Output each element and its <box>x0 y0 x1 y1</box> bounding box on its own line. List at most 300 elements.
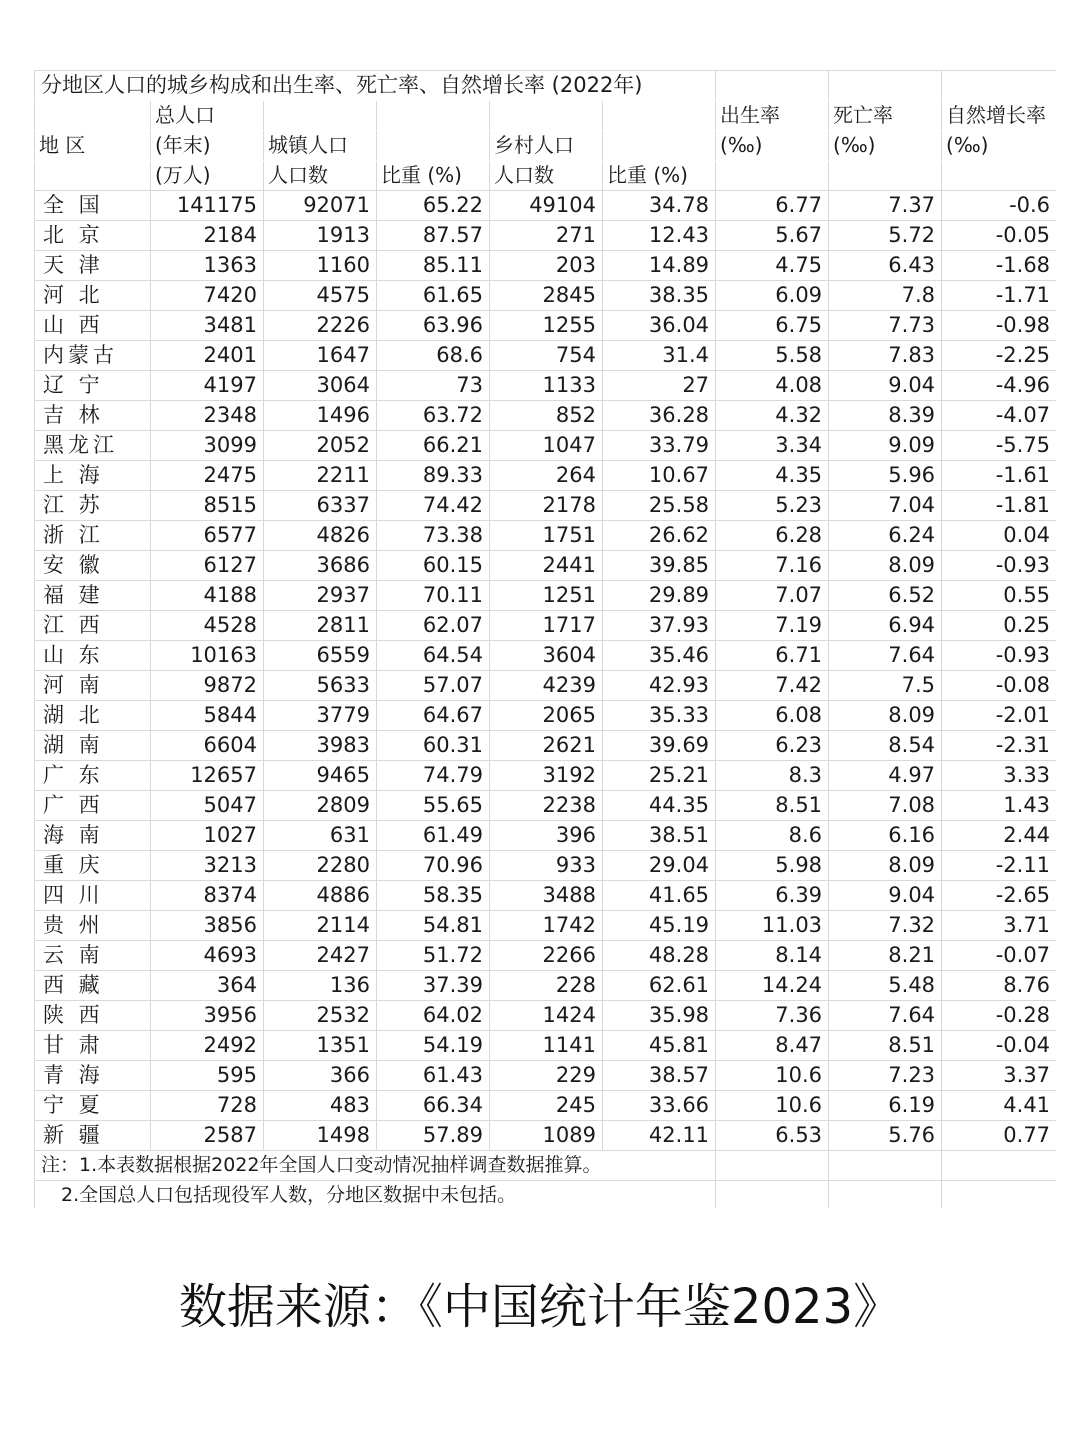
urban-population-cell: 92071 <box>264 191 377 221</box>
birth-rate-cell: 3.34 <box>716 431 829 461</box>
population-table <box>34 70 1056 1208</box>
urban-share-cell: 61.49 <box>377 821 490 851</box>
urban-share-cell: 60.15 <box>377 551 490 581</box>
table-row <box>35 1091 1057 1121</box>
region-cell: 西 藏 <box>35 971 151 1001</box>
region-cell: 新 疆 <box>35 1121 151 1151</box>
total-population-cell: 9872 <box>151 671 264 701</box>
urban-share-cell: 66.34 <box>377 1091 490 1121</box>
region-cell: 四 川 <box>35 881 151 911</box>
region-cell: 吉 林 <box>35 401 151 431</box>
rural-population-cell: 3488 <box>490 881 603 911</box>
urban-share-cell: 68.6 <box>377 341 490 371</box>
total-population-cell: 2475 <box>151 461 264 491</box>
urban-share-cell: 70.11 <box>377 581 490 611</box>
urban-population-cell: 5633 <box>264 671 377 701</box>
urban-population-cell: 1496 <box>264 401 377 431</box>
urban-share-cell: 64.54 <box>377 641 490 671</box>
rural-share-cell: 29.89 <box>603 581 716 611</box>
rural-share-cell: 33.66 <box>603 1091 716 1121</box>
rural-population-cell: 271 <box>490 221 603 251</box>
rural-share-cell: 36.28 <box>603 401 716 431</box>
table-row <box>35 611 1057 641</box>
growth-rate-cell: 8.76 <box>942 971 1056 1001</box>
urban-population-cell: 2937 <box>264 581 377 611</box>
birth-rate-cell: 8.51 <box>716 791 829 821</box>
birth-rate-cell: 14.24 <box>716 971 829 1001</box>
growth-rate-cell: -0.08 <box>942 671 1056 701</box>
total-population-cell: 3481 <box>151 311 264 341</box>
urban-share-cell: 62.07 <box>377 611 490 641</box>
total-population-cell: 141175 <box>151 191 264 221</box>
growth-rate-cell: 4.41 <box>942 1091 1056 1121</box>
urban-population-cell: 4886 <box>264 881 377 911</box>
table-row <box>35 341 1057 371</box>
urban-population-cell: 2226 <box>264 311 377 341</box>
death-rate-cell: 6.19 <box>829 1091 942 1121</box>
rural-share-cell: 38.51 <box>603 821 716 851</box>
region-cell: 广 西 <box>35 791 151 821</box>
total-population-cell: 6127 <box>151 551 264 581</box>
header-growth-1: 自然增长率 <box>942 101 1056 131</box>
rural-population-cell: 264 <box>490 461 603 491</box>
table-row <box>35 251 1057 281</box>
urban-share-cell: 57.07 <box>377 671 490 701</box>
urban-share-cell: 54.19 <box>377 1031 490 1061</box>
table-row <box>35 311 1057 341</box>
rural-share-cell: 36.04 <box>603 311 716 341</box>
urban-population-cell: 2811 <box>264 611 377 641</box>
rural-population-cell: 2266 <box>490 941 603 971</box>
birth-rate-cell: 10.6 <box>716 1061 829 1091</box>
rural-share-cell: 42.11 <box>603 1121 716 1151</box>
rural-population-cell: 396 <box>490 821 603 851</box>
rural-population-cell: 1251 <box>490 581 603 611</box>
urban-share-cell: 74.79 <box>377 761 490 791</box>
region-cell: 江 苏 <box>35 491 151 521</box>
rural-share-cell: 44.35 <box>603 791 716 821</box>
growth-rate-cell: -1.61 <box>942 461 1056 491</box>
death-rate-cell: 5.76 <box>829 1121 942 1151</box>
table-row <box>35 491 1057 521</box>
growth-rate-cell: 0.77 <box>942 1121 1056 1151</box>
growth-rate-cell: -1.81 <box>942 491 1056 521</box>
region-cell: 宁 夏 <box>35 1091 151 1121</box>
death-rate-cell: 6.43 <box>829 251 942 281</box>
birth-rate-cell: 4.08 <box>716 371 829 401</box>
urban-population-cell: 3983 <box>264 731 377 761</box>
header-birth-1: 出生率 <box>716 101 829 131</box>
birth-rate-cell: 4.75 <box>716 251 829 281</box>
death-rate-cell: 9.04 <box>829 881 942 911</box>
urban-population-cell: 3064 <box>264 371 377 401</box>
region-cell: 山 东 <box>35 641 151 671</box>
header-death-2: (‰) <box>829 131 942 161</box>
urban-share-cell: 87.57 <box>377 221 490 251</box>
birth-rate-cell: 5.98 <box>716 851 829 881</box>
growth-rate-cell: -4.96 <box>942 371 1056 401</box>
total-population-cell: 3956 <box>151 1001 264 1031</box>
birth-rate-cell: 5.23 <box>716 491 829 521</box>
table-row <box>35 221 1057 251</box>
header-total-1: 总人口 <box>151 101 264 131</box>
death-rate-cell: 6.16 <box>829 821 942 851</box>
death-rate-cell: 7.08 <box>829 791 942 821</box>
urban-share-cell: 51.72 <box>377 941 490 971</box>
birth-rate-cell: 7.07 <box>716 581 829 611</box>
birth-rate-cell: 6.09 <box>716 281 829 311</box>
birth-rate-cell: 6.39 <box>716 881 829 911</box>
birth-rate-cell: 5.67 <box>716 221 829 251</box>
table-note: 2.全国总人口包括现役军人数，分地区数据中未包括。 <box>35 1181 716 1209</box>
total-population-cell: 3856 <box>151 911 264 941</box>
urban-population-cell: 1351 <box>264 1031 377 1061</box>
region-cell: 福 建 <box>35 581 151 611</box>
urban-share-cell: 58.35 <box>377 881 490 911</box>
urban-population-cell: 1160 <box>264 251 377 281</box>
death-rate-cell: 6.52 <box>829 581 942 611</box>
region-cell: 海 南 <box>35 821 151 851</box>
total-population-cell: 2348 <box>151 401 264 431</box>
total-population-cell: 2492 <box>151 1031 264 1061</box>
region-cell: 山 西 <box>35 311 151 341</box>
rural-population-cell: 2065 <box>490 701 603 731</box>
birth-rate-cell: 4.35 <box>716 461 829 491</box>
growth-rate-cell: -2.01 <box>942 701 1056 731</box>
rural-share-cell: 14.89 <box>603 251 716 281</box>
total-population-cell: 7420 <box>151 281 264 311</box>
rural-share-cell: 48.28 <box>603 941 716 971</box>
rural-population-cell: 2441 <box>490 551 603 581</box>
note-row <box>35 1181 1057 1209</box>
total-population-cell: 728 <box>151 1091 264 1121</box>
region-cell: 安 徽 <box>35 551 151 581</box>
urban-population-cell: 4826 <box>264 521 377 551</box>
data-source-caption: 数据来源：《中国统计年鉴2023》 <box>178 1279 902 1335</box>
rural-population-cell: 3604 <box>490 641 603 671</box>
header-rural-2: 人口数 <box>490 161 603 191</box>
region-cell: 陕 西 <box>35 1001 151 1031</box>
death-rate-cell: 8.54 <box>829 731 942 761</box>
header-total-2: (年末) <box>151 131 264 161</box>
table-row <box>35 701 1057 731</box>
urban-share-cell: 85.11 <box>377 251 490 281</box>
table-row <box>35 581 1057 611</box>
rural-share-cell: 38.57 <box>603 1061 716 1091</box>
urban-population-cell: 1647 <box>264 341 377 371</box>
total-population-cell: 10163 <box>151 641 264 671</box>
growth-rate-cell: 0.04 <box>942 521 1056 551</box>
growth-rate-cell: -2.65 <box>942 881 1056 911</box>
table-row <box>35 821 1057 851</box>
rural-population-cell: 754 <box>490 341 603 371</box>
birth-rate-cell: 11.03 <box>716 911 829 941</box>
birth-rate-cell: 8.3 <box>716 761 829 791</box>
death-rate-cell: 7.64 <box>829 641 942 671</box>
growth-rate-cell: -1.68 <box>942 251 1056 281</box>
urban-population-cell: 136 <box>264 971 377 1001</box>
table-row <box>35 881 1057 911</box>
urban-share-cell: 61.65 <box>377 281 490 311</box>
urban-share-cell: 57.89 <box>377 1121 490 1151</box>
total-population-cell: 2184 <box>151 221 264 251</box>
total-population-cell: 4693 <box>151 941 264 971</box>
rural-share-cell: 41.65 <box>603 881 716 911</box>
urban-population-cell: 1498 <box>264 1121 377 1151</box>
rural-share-cell: 35.98 <box>603 1001 716 1031</box>
growth-rate-cell: 0.25 <box>942 611 1056 641</box>
birth-rate-cell: 8.14 <box>716 941 829 971</box>
death-rate-cell: 6.24 <box>829 521 942 551</box>
birth-rate-cell: 7.42 <box>716 671 829 701</box>
urban-share-cell: 73 <box>377 371 490 401</box>
urban-share-cell: 89.33 <box>377 461 490 491</box>
table-row <box>35 791 1057 821</box>
table-row <box>35 401 1057 431</box>
total-population-cell: 5844 <box>151 701 264 731</box>
rural-population-cell: 1717 <box>490 611 603 641</box>
death-rate-cell: 8.51 <box>829 1031 942 1061</box>
death-rate-cell: 7.64 <box>829 1001 942 1031</box>
table-row <box>35 941 1057 971</box>
death-rate-cell: 8.09 <box>829 551 942 581</box>
death-rate-cell: 5.72 <box>829 221 942 251</box>
urban-population-cell: 3686 <box>264 551 377 581</box>
table-row <box>35 461 1057 491</box>
total-population-cell: 6577 <box>151 521 264 551</box>
urban-share-cell: 60.31 <box>377 731 490 761</box>
region-cell: 北 京 <box>35 221 151 251</box>
rural-share-cell: 10.67 <box>603 461 716 491</box>
rural-share-cell: 35.46 <box>603 641 716 671</box>
rural-share-cell: 26.62 <box>603 521 716 551</box>
total-population-cell: 3213 <box>151 851 264 881</box>
header-rural-share: 比重 (%) <box>603 161 716 191</box>
growth-rate-cell: 2.44 <box>942 821 1056 851</box>
growth-rate-cell: -0.6 <box>942 191 1056 221</box>
region-cell: 河 北 <box>35 281 151 311</box>
urban-share-cell: 63.72 <box>377 401 490 431</box>
rural-population-cell: 203 <box>490 251 603 281</box>
urban-share-cell: 64.67 <box>377 701 490 731</box>
rural-population-cell: 1047 <box>490 431 603 461</box>
death-rate-cell: 8.21 <box>829 941 942 971</box>
rural-share-cell: 25.21 <box>603 761 716 791</box>
rural-population-cell: 1133 <box>490 371 603 401</box>
total-population-cell: 5047 <box>151 791 264 821</box>
region-cell: 重 庆 <box>35 851 151 881</box>
growth-rate-cell: -0.28 <box>942 1001 1056 1031</box>
death-rate-cell: 7.83 <box>829 341 942 371</box>
header-region: 地 区 <box>35 131 151 161</box>
urban-population-cell: 6337 <box>264 491 377 521</box>
urban-population-cell: 1913 <box>264 221 377 251</box>
urban-population-cell: 2114 <box>264 911 377 941</box>
urban-share-cell: 66.21 <box>377 431 490 461</box>
death-rate-cell: 7.73 <box>829 311 942 341</box>
total-population-cell: 8515 <box>151 491 264 521</box>
region-cell: 江 西 <box>35 611 151 641</box>
table-row <box>35 731 1057 761</box>
growth-rate-cell: -0.07 <box>942 941 1056 971</box>
total-population-cell: 4188 <box>151 581 264 611</box>
death-rate-cell: 9.09 <box>829 431 942 461</box>
rural-population-cell: 3192 <box>490 761 603 791</box>
growth-rate-cell: 1.43 <box>942 791 1056 821</box>
rural-share-cell: 31.4 <box>603 341 716 371</box>
total-population-cell: 1363 <box>151 251 264 281</box>
death-rate-cell: 7.23 <box>829 1061 942 1091</box>
region-cell: 湖 南 <box>35 731 151 761</box>
rural-share-cell: 34.78 <box>603 191 716 221</box>
region-cell: 广 东 <box>35 761 151 791</box>
urban-population-cell: 6559 <box>264 641 377 671</box>
table-row <box>35 371 1057 401</box>
header-total-3: (万人) <box>151 161 264 191</box>
region-cell: 上 海 <box>35 461 151 491</box>
urban-share-cell: 55.65 <box>377 791 490 821</box>
growth-rate-cell: -0.98 <box>942 311 1056 341</box>
table-row <box>35 551 1057 581</box>
death-rate-cell: 5.96 <box>829 461 942 491</box>
growth-rate-cell: 3.33 <box>942 761 1056 791</box>
death-rate-cell: 5.48 <box>829 971 942 1001</box>
urban-population-cell: 2532 <box>264 1001 377 1031</box>
birth-rate-cell: 10.6 <box>716 1091 829 1121</box>
region-cell: 云 南 <box>35 941 151 971</box>
table-row <box>35 1121 1057 1151</box>
death-rate-cell: 7.37 <box>829 191 942 221</box>
rural-share-cell: 62.61 <box>603 971 716 1001</box>
death-rate-cell: 7.8 <box>829 281 942 311</box>
total-population-cell: 8374 <box>151 881 264 911</box>
urban-population-cell: 4575 <box>264 281 377 311</box>
region-cell: 河 南 <box>35 671 151 701</box>
rural-share-cell: 27 <box>603 371 716 401</box>
rural-population-cell: 1751 <box>490 521 603 551</box>
header-urban-2: 人口数 <box>264 161 377 191</box>
growth-rate-cell: 3.71 <box>942 911 1056 941</box>
growth-rate-cell: -5.75 <box>942 431 1056 461</box>
birth-rate-cell: 8.6 <box>716 821 829 851</box>
region-cell: 黑龙江 <box>35 431 151 461</box>
total-population-cell: 2587 <box>151 1121 264 1151</box>
death-rate-cell: 6.94 <box>829 611 942 641</box>
growth-rate-cell: -2.31 <box>942 731 1056 761</box>
rural-population-cell: 2845 <box>490 281 603 311</box>
table-row <box>35 671 1057 701</box>
total-population-cell: 4528 <box>151 611 264 641</box>
death-rate-cell: 8.09 <box>829 701 942 731</box>
rural-population-cell: 1424 <box>490 1001 603 1031</box>
urban-share-cell: 61.43 <box>377 1061 490 1091</box>
rural-share-cell: 42.93 <box>603 671 716 701</box>
header-rural-1: 乡村人口 <box>490 131 603 161</box>
table-row <box>35 281 1057 311</box>
table-row <box>35 191 1057 221</box>
urban-population-cell: 366 <box>264 1061 377 1091</box>
rural-population-cell: 49104 <box>490 191 603 221</box>
rural-population-cell: 245 <box>490 1091 603 1121</box>
death-rate-cell: 7.04 <box>829 491 942 521</box>
growth-rate-cell: -2.25 <box>942 341 1056 371</box>
rural-share-cell: 45.81 <box>603 1031 716 1061</box>
region-cell: 湖 北 <box>35 701 151 731</box>
birth-rate-cell: 6.23 <box>716 731 829 761</box>
total-population-cell: 1027 <box>151 821 264 851</box>
birth-rate-cell: 4.32 <box>716 401 829 431</box>
total-population-cell: 364 <box>151 971 264 1001</box>
growth-rate-cell: -1.71 <box>942 281 1056 311</box>
header-growth-2: (‰) <box>942 131 1056 161</box>
birth-rate-cell: 6.71 <box>716 641 829 671</box>
rural-population-cell: 229 <box>490 1061 603 1091</box>
rural-share-cell: 39.69 <box>603 731 716 761</box>
rural-population-cell: 2238 <box>490 791 603 821</box>
rural-share-cell: 37.93 <box>603 611 716 641</box>
death-rate-cell: 9.04 <box>829 371 942 401</box>
death-rate-cell: 8.39 <box>829 401 942 431</box>
rural-population-cell: 228 <box>490 971 603 1001</box>
urban-population-cell: 483 <box>264 1091 377 1121</box>
table-row <box>35 971 1057 1001</box>
growth-rate-cell: -2.11 <box>942 851 1056 881</box>
urban-share-cell: 63.96 <box>377 311 490 341</box>
birth-rate-cell: 7.19 <box>716 611 829 641</box>
birth-rate-cell: 8.47 <box>716 1031 829 1061</box>
urban-share-cell: 64.02 <box>377 1001 490 1031</box>
region-cell: 全 国 <box>35 191 151 221</box>
rural-population-cell: 1141 <box>490 1031 603 1061</box>
birth-rate-cell: 6.75 <box>716 311 829 341</box>
urban-population-cell: 631 <box>264 821 377 851</box>
rural-population-cell: 4239 <box>490 671 603 701</box>
rural-population-cell: 933 <box>490 851 603 881</box>
header-urban-share: 比重 (%) <box>377 161 490 191</box>
region-cell: 甘 肃 <box>35 1031 151 1061</box>
rural-share-cell: 29.04 <box>603 851 716 881</box>
rural-population-cell: 1742 <box>490 911 603 941</box>
total-population-cell: 3099 <box>151 431 264 461</box>
total-population-cell: 12657 <box>151 761 264 791</box>
urban-population-cell: 2052 <box>264 431 377 461</box>
region-cell: 辽 宁 <box>35 371 151 401</box>
rural-share-cell: 45.19 <box>603 911 716 941</box>
table-title: 分地区人口的城乡构成和出生率、死亡率、自然增长率 (2022年) <box>35 71 716 101</box>
death-rate-cell: 7.5 <box>829 671 942 701</box>
total-population-cell: 2401 <box>151 341 264 371</box>
table-row <box>35 1061 1057 1091</box>
rural-share-cell: 25.58 <box>603 491 716 521</box>
table-note: 注：1.本表数据根据2022年全国人口变动情况抽样调查数据推算。 <box>35 1151 716 1181</box>
table-row <box>35 851 1057 881</box>
urban-share-cell: 74.42 <box>377 491 490 521</box>
rural-population-cell: 1255 <box>490 311 603 341</box>
urban-share-cell: 70.96 <box>377 851 490 881</box>
region-cell: 浙 江 <box>35 521 151 551</box>
urban-population-cell: 2211 <box>264 461 377 491</box>
growth-rate-cell: -4.07 <box>942 401 1056 431</box>
urban-share-cell: 65.22 <box>377 191 490 221</box>
table-row <box>35 431 1057 461</box>
table-row <box>35 1001 1057 1031</box>
birth-rate-cell: 6.08 <box>716 701 829 731</box>
table-row <box>35 761 1057 791</box>
birth-rate-cell: 7.16 <box>716 551 829 581</box>
total-population-cell: 6604 <box>151 731 264 761</box>
region-cell: 天 津 <box>35 251 151 281</box>
urban-share-cell: 54.81 <box>377 911 490 941</box>
